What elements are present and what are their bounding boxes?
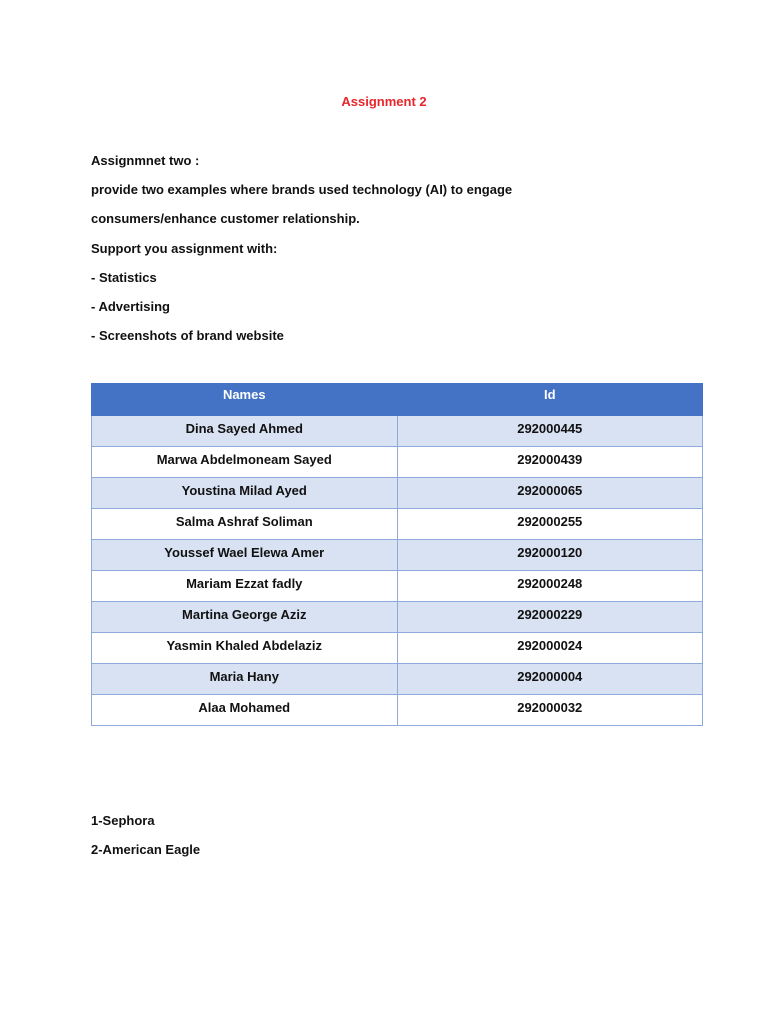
member-name: Youssef Wael Elewa Amer <box>92 540 398 571</box>
table-row <box>92 633 703 664</box>
bullet-statistics: - Statistics <box>91 270 157 285</box>
bullet-advertising: - Advertising <box>91 299 170 314</box>
member-id: 292000248 <box>397 571 702 602</box>
member-id: 292000255 <box>397 509 702 540</box>
assignment-heading: Assignmnet two : <box>91 153 200 168</box>
member-id: 292000065 <box>397 478 702 509</box>
table-row <box>92 695 703 726</box>
assignment-text-line-1: provide two examples where brands used technology (AI) to engage <box>91 182 513 197</box>
header-names: Names <box>92 384 398 416</box>
table-row <box>92 664 703 695</box>
bullet-screenshots: - Screenshots of brand website <box>91 328 284 343</box>
table-row <box>92 478 703 509</box>
table-row <box>92 540 703 571</box>
page-title: Assignment 2 <box>341 94 427 109</box>
brand-sephora: 1-Sephora <box>91 813 155 828</box>
header-id: Id <box>397 384 702 416</box>
member-name: Marwa Abdelmoneam Sayed <box>92 447 398 478</box>
member-name: Salma Ashraf Soliman <box>92 509 398 540</box>
member-name: Martina George Aziz <box>92 602 398 633</box>
member-id: 292000032 <box>397 695 702 726</box>
support-heading: Support you assignment with: <box>91 241 278 256</box>
member-id: 292000120 <box>397 540 702 571</box>
member-name: Mariam Ezzat fadly <box>92 571 398 602</box>
member-id: 292000024 <box>397 633 702 664</box>
member-name: Yasmin Khaled Abdelaziz <box>92 633 398 664</box>
member-name: Youstina Milad Ayed <box>92 478 398 509</box>
member-name: Maria Hany <box>92 664 398 695</box>
brand-american-eagle: 2-American Eagle <box>91 842 201 857</box>
member-id: 292000439 <box>397 447 702 478</box>
table-row <box>92 416 703 447</box>
table-row <box>92 509 703 540</box>
member-id: 292000004 <box>397 664 702 695</box>
member-id: 292000445 <box>397 416 702 447</box>
table-header-row <box>92 384 703 416</box>
table-row <box>92 447 703 478</box>
member-name: Dina Sayed Ahmed <box>92 416 398 447</box>
member-id: 292000229 <box>397 602 702 633</box>
members-table <box>91 383 703 726</box>
table-row <box>92 602 703 633</box>
member-name: Alaa Mohamed <box>92 695 398 726</box>
table-row <box>92 571 703 602</box>
assignment-text-line-2: consumers/enhance customer relationship. <box>91 211 360 226</box>
